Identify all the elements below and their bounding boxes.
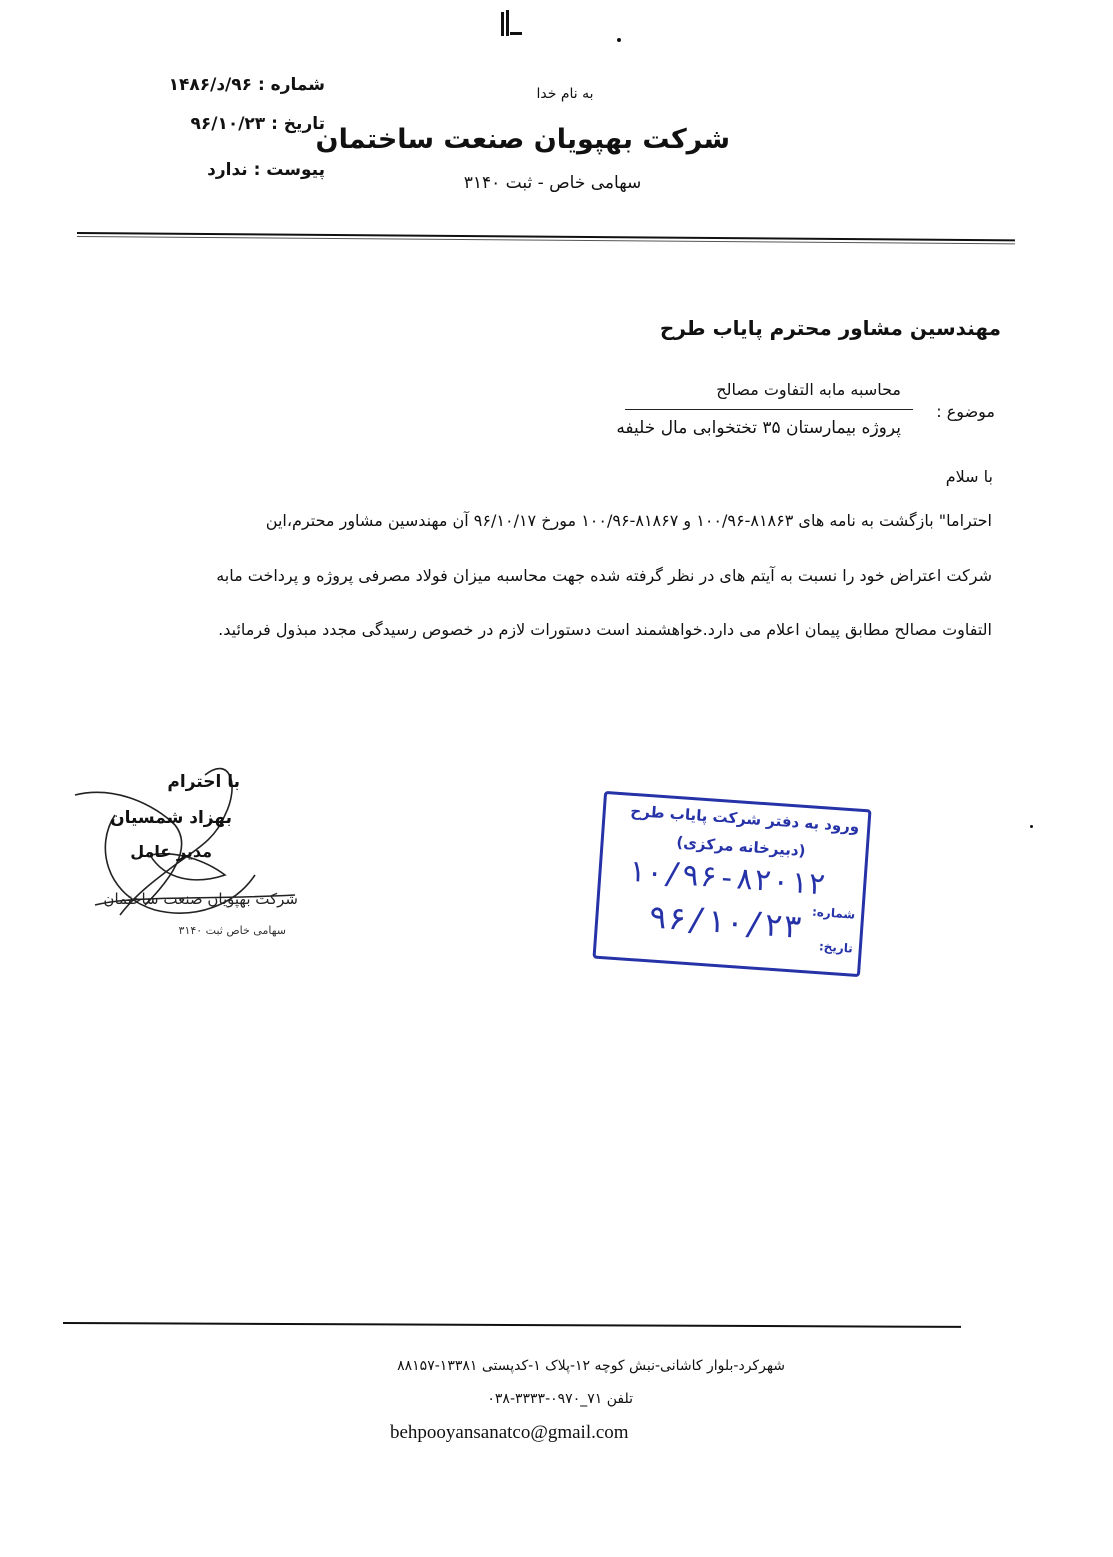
stamp-date-value: ۹۶/۱۰/۲۳	[647, 897, 804, 946]
letter-attachment: پیوست : ندارد	[207, 160, 325, 180]
subject-label: موضوع :	[936, 402, 995, 421]
footer-phone: تلفن ۷۱_۰۹۷۰-۳۳۳۳-۰۳۸	[487, 1391, 633, 1407]
stamp-title: ورود به دفتر شرکت پایاب طرح	[629, 801, 860, 836]
receipt-stamp	[592, 791, 871, 977]
body-paragraph-line: شرکت اعتراض خود را نسبت به آیتم های در نظر گرفته شده جهت محاسبه میزان فولاد مصرفی پروژه و پرداخت مابه	[216, 566, 992, 585]
company-registration: سهامی خاص - ثبت ۳۱۴۰	[463, 173, 642, 193]
footer-email[interactable]: behpooyansanatco@gmail.com	[390, 1422, 629, 1443]
stamp-number-value: ۱۰/۹۶-۸۲۰۱۲	[626, 853, 828, 903]
subject-line-2: پروژه بیمارستان ۳۵ تختخوابی مال خلیفه	[616, 418, 901, 438]
subject-line-1: محاسبه مابه التفاوت مصالح	[716, 380, 901, 399]
basmala: به نام خدا	[536, 86, 594, 102]
letter-date: تاریخ : ۹۶/۱۰/۲۳	[190, 114, 325, 134]
signature-closing: با احترام	[167, 772, 240, 792]
stamp-number-label: شماره:	[811, 904, 856, 922]
stamp-date-label: تاریخ:	[818, 939, 854, 956]
scan-speck	[1030, 825, 1033, 828]
body-paragraph-line: احتراما" بازگشت به نامه های ۸۱۸۶۳-۱۰۰/۹۶ و ۸۱۸۶۷-۱۰۰/۹۶ مورخ ۹۶/۱۰/۱۷ آن مهندسین مشاور محترم،این	[265, 511, 992, 530]
footer-address: شهرکرد-بلوار کاشانی-نبش کوچه ۱۲-پلاک ۱-کدپستی ۱۳۳۸۱-۸۸۱۵۷	[397, 1358, 785, 1374]
signatory-name: بهزاد شمسیان	[110, 808, 232, 828]
letter-number: شماره : ۹۶/د/۱۴۸۶	[168, 75, 325, 95]
body-paragraph-line: التفاوت مصالح مطابق پیمان اعلام می دارد.خواهشمند است دستورات لازم در خصوص رسیدگی مجدد مبذول فرمائید.	[218, 620, 992, 639]
company-seal-sub: سهامی خاص ثبت ۳۱۴۰	[178, 924, 286, 937]
recipient: مهندسین مشاور محترم پایاب طرح	[659, 316, 1001, 340]
company-name: شرکت بهپویان صنعت ساختمان	[315, 124, 730, 155]
signatory-title: مدیر عامل	[130, 842, 212, 861]
scan-mark-icon	[497, 10, 525, 40]
greeting: با سلام	[945, 467, 993, 486]
stamp-frame	[592, 791, 871, 977]
scan-dot	[617, 38, 621, 42]
stamp-subtitle: (دبیرخانه مرکزی)	[675, 833, 807, 861]
footer-divider	[63, 1322, 961, 1328]
subject-underline	[625, 409, 913, 410]
company-seal: شرکت بهپویان صنعت ساختمان	[103, 890, 298, 908]
